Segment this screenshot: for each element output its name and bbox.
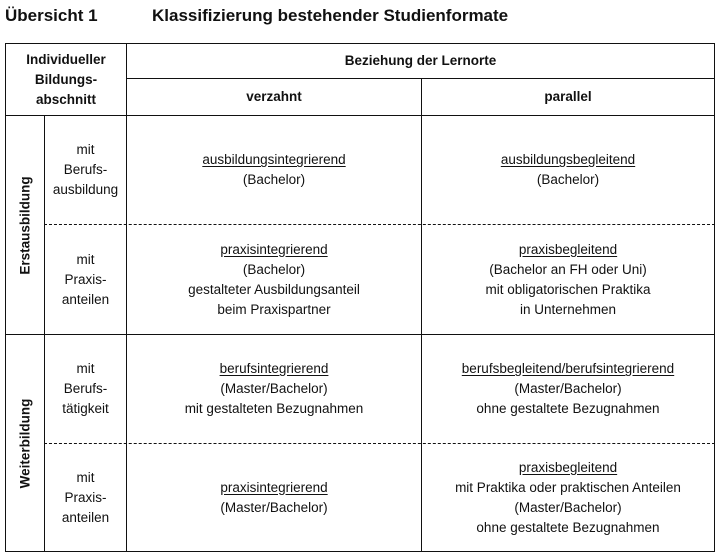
table-cell: praxisbegleitend mit Praktika oder praktischen Anteilen (Master/Bachelor) ohne gestaltete Bezugnahmen: [455, 459, 681, 535]
group-label-erstausbildung: Erstausbildung: [17, 175, 33, 275]
table-cell: praxisintegrierend (Bachelor) gestalteter Ausbildungsanteil beim Praxispartner: [188, 241, 360, 317]
overview-title: Klassifizierung bestehender Studienformate: [152, 6, 509, 25]
row-label: mit Berufs- tätigkeit: [62, 361, 109, 416]
corner-header: [6, 44, 126, 115]
table-cell: berufsbegleitend/berufsintegrierend (Master/Bachelor) ohne gestaltete Bezugnahmen: [461, 361, 675, 416]
format-term: praxisintegrierend: [220, 479, 328, 495]
table-border-right: [714, 43, 715, 552]
format-term: ausbildungsbegleitend: [500, 152, 636, 167]
group-header: Beziehung der Lernorte: [344, 53, 497, 68]
overview-number: Übersicht 1: [5, 6, 98, 25]
format-term: berufsintegrierend: [219, 361, 329, 376]
table-cell: ausbildungsbegleitend (Bachelor): [500, 152, 636, 187]
corner-header-line: Individueller: [26, 51, 106, 67]
corner-header-line: abschnitt: [35, 91, 96, 107]
classification-table: [5, 43, 715, 552]
format-term: praxisbegleitend: [518, 241, 618, 257]
column-header-verzahnt: verzahnt: [246, 89, 302, 104]
format-term: ausbildungsintegrierend: [202, 152, 346, 167]
corner-header-line: Bildungs-: [34, 71, 98, 87]
format-term: berufsbegleitend/berufsintegrierend: [461, 361, 675, 376]
table-border-bottom: [5, 551, 715, 552]
format-term: praxisbegleitend: [518, 459, 618, 475]
table-cell: ausbildungsintegrierend (Bachelor): [202, 152, 346, 187]
format-term: praxisintegrierend: [220, 241, 328, 257]
row-label: mit Berufs- ausbildung: [52, 142, 119, 197]
column-header-parallel: parallel: [544, 89, 592, 104]
table-cell: praxisintegrierend (Master/Bachelor): [220, 479, 328, 515]
table-cell: praxisbegleitend (Bachelor an FH oder Uni) mit obligatorischen Praktika in Unternehmen: [485, 241, 651, 317]
row-label: mit Praxis- anteilen: [61, 469, 110, 525]
table-cell: berufsintegrierend (Master/Bachelor) mit gestalteten Bezugnahmen: [184, 361, 364, 416]
group-label-weiterbildung: Weiterbildung: [17, 398, 33, 488]
row-label: mit Praxis- anteilen: [61, 251, 110, 307]
